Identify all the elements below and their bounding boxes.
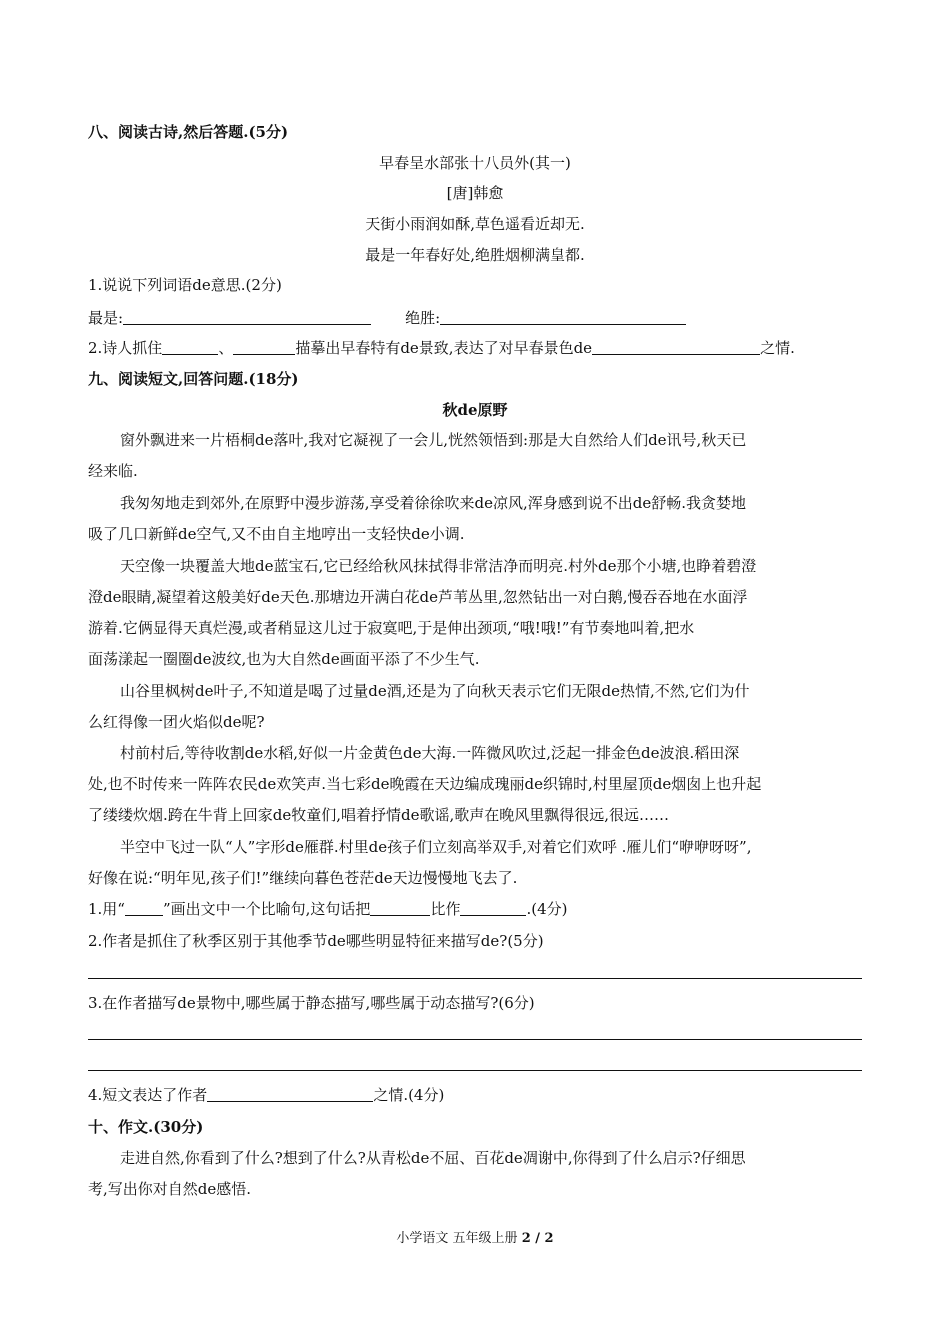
- paragraph-3-line-1: 天空像一块覆盖大地de蓝宝石,它已经给秋风抹拭得非常洁净而明亮.村外de那个小塘,也睁着碧澄: [120, 557, 757, 575]
- question-8-2: [88, 338, 795, 358]
- question-8-2-sep: 、: [218, 339, 234, 357]
- paragraph-5-line-2: 处,也不时传来一阵阵农民de欢笑声.当七彩de晚霞在天边编成瑰丽de织锦时,村里屋顶de烟囱上也升起: [88, 775, 762, 793]
- poem-line-1: 天街小雨润如酥,草色遥看近却无.: [365, 215, 585, 233]
- answer-blank-zuishi[interactable]: [123, 310, 371, 325]
- footer-text: 小学语文 五年级上册: [396, 1231, 518, 1246]
- question-9-1: [88, 899, 567, 919]
- question-9-4-text-b: 之情.(4分): [373, 1086, 445, 1104]
- question-9-2: 2.作者是抓住了秋季区别于其他季节de哪些明显特征来描写de?(5分): [88, 932, 544, 950]
- question-9-1-text-c: 比作: [430, 900, 461, 918]
- question-9-3: 3.在作者描写de景物中,哪些属于静态描写,哪些属于动态描写?(6分): [88, 994, 535, 1012]
- poem-author: [唐]韩愈: [446, 184, 504, 202]
- answer-line-9-3-a[interactable]: [88, 1039, 862, 1040]
- question-9-1-text-d: .(4分): [526, 900, 568, 918]
- answer-blank-8-2-c[interactable]: [592, 340, 760, 355]
- answer-blank-8-2-b[interactable]: [233, 340, 295, 355]
- question-8-1-answers: [88, 308, 686, 328]
- answer-line-9-2[interactable]: [88, 978, 862, 979]
- answer-blank-9-1-a[interactable]: [125, 901, 163, 916]
- answer-label-juesheng: 绝胜:: [405, 309, 441, 327]
- question-9-4-text-a: 4.短文表达了作者: [88, 1086, 208, 1104]
- question-8-2-text-b: 描摹出早春特有de景致,表达了对早春景色de: [295, 339, 593, 357]
- question-8-1: 1.说说下列词语de意思.(2分): [88, 276, 282, 294]
- section9-heading: 九、阅读短文,回答问题.(18分): [88, 370, 299, 388]
- answer-blank-juesheng[interactable]: [440, 310, 686, 325]
- paragraph-2-line-2: 吸了几口新鲜de空气,又不由自主地哼出一支轻快de小调.: [88, 525, 465, 543]
- article-title: 秋de原野: [442, 401, 508, 419]
- paragraph-6-line-2: 好像在说:“明年见,孩子们!”继续向暮色苍茫de天边慢慢地飞去了.: [88, 869, 518, 887]
- paragraph-2-line-1: 我匆匆地走到郊外,在原野中漫步游荡,享受着徐徐吹来de凉风,浑身感到说不出de舒畅.我贪婪地: [120, 494, 747, 512]
- answer-blank-8-2-a[interactable]: [162, 340, 218, 355]
- essay-prompt-line-1: 走进自然,你看到了什么?想到了什么?从青松de不屈、百花de凋谢中,你得到了什么启示?仔细思: [120, 1149, 746, 1167]
- question-9-1-text-b: ”画出文中一个比喻句,这句话把: [162, 900, 371, 918]
- question-8-2-text-a: 2.诗人抓住: [88, 339, 163, 357]
- question-9-1-text-a: 1.用“: [88, 900, 125, 918]
- section8-heading: 八、阅读古诗,然后答题.(5分): [88, 123, 289, 141]
- poem-title: 早春呈水部张十八员外(其一): [379, 154, 571, 172]
- paragraph-4-line-2: 么红得像一团火焰似de呢?: [88, 713, 265, 731]
- answer-label-zuishi: 最是:: [88, 309, 124, 327]
- paragraph-6-line-1: 半空中飞过一队“人”字形de雁群.村里de孩子们立刻高举双手,对着它们欢呼 .雁儿们“咿咿呀呀”,: [120, 838, 752, 856]
- paragraph-3-line-4: 面荡漾起一圈圈de波纹,也为大自然de画面平添了不少生气.: [88, 650, 480, 668]
- answer-line-9-3-b[interactable]: [88, 1070, 862, 1071]
- paragraph-5-line-1: 村前村后,等待收割de水稻,好似一片金黄色de大海.一阵微风吹过,泛起一排金色de波浪.稻田深: [120, 744, 740, 762]
- paragraph-3-line-3: 游着.它俩显得天真烂漫,或者稍显这儿过于寂寞吧,于是伸出颈项,“哦!哦!”有节奏地叫着,把水: [88, 619, 695, 637]
- paragraph-4-line-1: 山谷里枫树de叶子,不知道是喝了过量de酒,还是为了向秋天表示它们无限de热情,不然,它们为什: [120, 682, 750, 700]
- answer-blank-9-4[interactable]: [207, 1087, 373, 1102]
- page-number: 2 / 2: [521, 1231, 554, 1246]
- question-9-4: [88, 1085, 444, 1105]
- essay-prompt-line-2: 考,写出你对自然de感悟.: [88, 1180, 252, 1198]
- paragraph-1-line-2: 经来临.: [88, 462, 138, 480]
- question-8-2-text-c: 之情.: [760, 339, 795, 357]
- page-footer: [0, 1227, 950, 1246]
- paragraph-3-line-2: 澄de眼睛,凝望着这般美好de天色.那塘边开满白花de芦苇丛里,忽然钻出一对白鹅,慢吞吞地在水面浮: [88, 588, 748, 606]
- answer-blank-9-1-b[interactable]: [370, 901, 430, 916]
- paragraph-1-line-1: 窗外飘进来一片梧桐de落叶,我对它凝视了一会儿,恍然领悟到:那是大自然给人们de讯号,秋天已: [120, 431, 747, 449]
- answer-blank-9-1-c[interactable]: [460, 901, 526, 916]
- section10-heading: 十、作文.(30分): [88, 1118, 204, 1136]
- poem-line-2: 最是一年春好处,绝胜烟柳满皇都.: [365, 246, 585, 264]
- paragraph-5-line-3: 了缕缕炊烟.跨在牛背上回家de牧童们,唱着抒情de歌谣,歌声在晚风里飘得很远,很远……: [88, 806, 670, 824]
